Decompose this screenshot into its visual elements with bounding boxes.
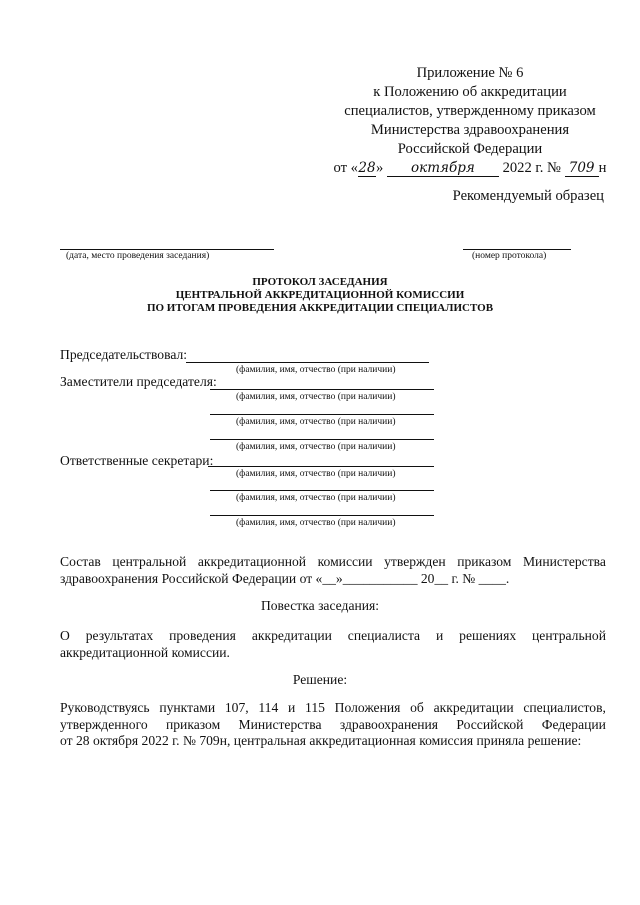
protocol-number-field <box>463 249 571 250</box>
decision-heading: Решение: <box>292 672 348 687</box>
fio-caption: (фамилия, имя, отчество (при наличии) <box>236 442 396 452</box>
protocol-number-caption: (номер протокола) <box>472 251 547 261</box>
fio-caption: (фамилия, имя, отчество (при наличии) <box>236 518 396 528</box>
chair-label: Председательствовал: <box>60 347 188 362</box>
deputy-field-2 <box>210 414 434 415</box>
agenda-text: О результатах проведения аккредитации специалиста и решениях центральной аккредитационной комиссии. <box>60 628 606 660</box>
fio-caption: (фамилия, имя, отчество (при наличии) <box>236 392 396 402</box>
appendix-line-3: специалистов, утвержденному приказом <box>344 103 596 119</box>
order-month: октября <box>387 160 499 177</box>
decision-paragraph <box>60 700 606 750</box>
decision-line-2: утвержденного приказом Министерства здравоохранения Российской Федерации <box>60 716 606 732</box>
appendix-line-4: Министерства здравоохранения <box>370 122 570 138</box>
appendix-block <box>300 64 640 178</box>
protocol-title: ПРОТОКОЛ ЗАСЕДАНИЯ ЦЕНТРАЛЬНОЙ АККРЕДИТАЦИОННОЙ КОМИССИИ ПО ИТОГАМ ПРОВЕДЕНИЯ АККРЕДИТАЦИИ СПЕЦИАЛИСТОВ <box>146 276 494 314</box>
appendix-line-5: Российской Федерации <box>397 141 543 157</box>
composition-line-2: здравоохранения Российской Федерации от «__»___________ 20__ г. № ____. <box>60 570 510 586</box>
secretary-field-1 <box>208 466 434 467</box>
order-number: 709 <box>565 160 599 177</box>
composition-paragraph <box>60 554 606 587</box>
sample-label: Рекомендуемый образец <box>452 188 604 204</box>
secretary-field-2 <box>210 490 434 491</box>
deputy-label: Заместители председателя: <box>60 374 217 389</box>
order-day: 28 <box>358 160 376 176</box>
order-date-line: от «28» октября 2022 г. № 709 н <box>333 160 607 176</box>
deputy-field-1 <box>210 389 434 390</box>
chair-field <box>186 362 429 363</box>
fio-caption: (фамилия, имя, отчество (при наличии) <box>236 469 396 479</box>
date-place-caption: (дата, место проведения заседания) <box>66 251 210 261</box>
agenda-heading: Повестка заседания: <box>260 598 380 613</box>
appendix-title: Приложение № 6 <box>416 65 524 81</box>
secretary-field-3 <box>210 515 434 516</box>
fio-caption: (фамилия, имя, отчество (при наличии) <box>236 365 396 375</box>
fio-caption: (фамилия, имя, отчество (при наличии) <box>236 493 396 503</box>
secretaries-label: Ответственные секретари: <box>60 453 214 468</box>
fio-caption: (фамилия, имя, отчество (при наличии) <box>236 417 396 427</box>
deputy-field-3 <box>210 439 434 440</box>
composition-line-1: Состав центральной аккредитационной комиссии утвержден приказом Министерства <box>60 554 606 569</box>
appendix-line-2: к Положению об аккредитации <box>373 84 567 100</box>
date-place-field <box>60 249 274 250</box>
decision-line-1: Руководствуясь пунктами 107, 114 и 115 Положения об аккредитации специалистов, <box>60 700 606 715</box>
decision-line-3: от 28 октября 2022 г. № 709н, центральная аккредитационная комиссия приняла решение: <box>60 733 582 748</box>
